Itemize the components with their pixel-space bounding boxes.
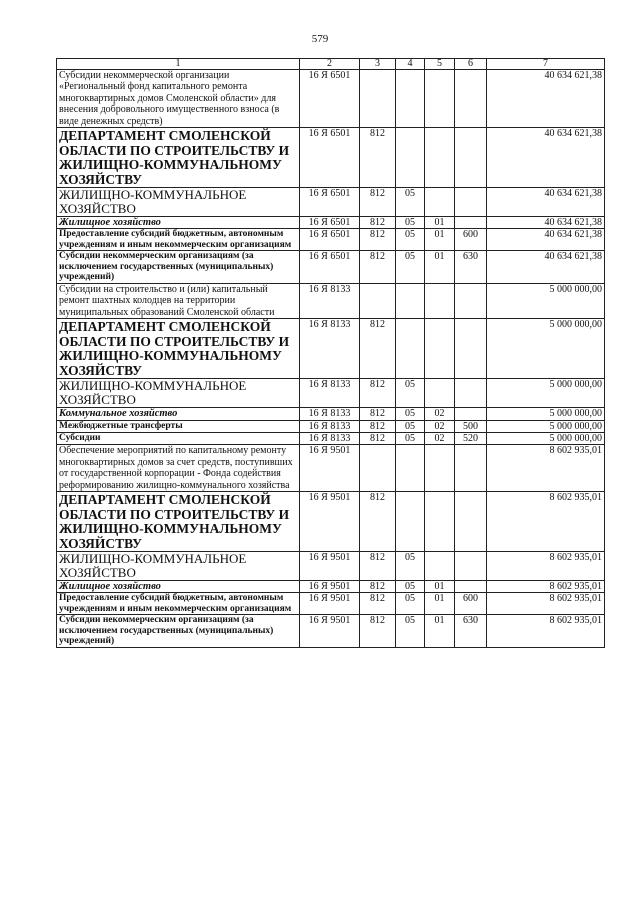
amount-cell: 40 634 621,38 xyxy=(487,188,605,217)
section-code-cell: 05 xyxy=(396,432,425,444)
target-article-cell: 16 Я 8133 xyxy=(300,319,360,379)
department-code-cell: 812 xyxy=(360,593,396,615)
target-article-cell: 16 Я 6501 xyxy=(300,251,360,284)
section-code-cell: 05 xyxy=(396,188,425,217)
target-article-cell: 16 Я 8133 xyxy=(300,408,360,420)
expense-type-cell xyxy=(455,188,487,217)
expense-type-cell xyxy=(455,492,487,552)
row-name-cell: ЖИЛИЩНО-КОММУНАЛЬНОЕ ХОЗЯЙСТВО xyxy=(57,552,300,581)
amount-cell: 5 000 000,00 xyxy=(487,408,605,420)
target-article-cell: 16 Я 9501 xyxy=(300,615,360,648)
table-row xyxy=(57,615,605,648)
subsection-code-cell: 02 xyxy=(425,432,455,444)
target-article-cell: 16 Я 9501 xyxy=(300,581,360,593)
column-header: 1 xyxy=(57,59,300,70)
row-name-cell: Субсидии на строительство и (или) капитальный ремонт шахтных колодцев на территории муниципальных образований Смоленской области xyxy=(57,283,300,318)
subsection-code-cell: 01 xyxy=(425,217,455,229)
table-row xyxy=(57,552,605,581)
target-article-cell: 16 Я 8133 xyxy=(300,283,360,318)
table-row xyxy=(57,593,605,615)
expense-type-cell: 520 xyxy=(455,432,487,444)
subsection-code-cell: 01 xyxy=(425,593,455,615)
expense-type-cell xyxy=(455,379,487,408)
expense-type-cell xyxy=(455,70,487,128)
subsection-code-cell xyxy=(425,283,455,318)
target-article-cell: 16 Я 8133 xyxy=(300,379,360,408)
table-row xyxy=(57,445,605,492)
department-code-cell: 812 xyxy=(360,217,396,229)
section-code-cell: 05 xyxy=(396,593,425,615)
column-header: 4 xyxy=(396,59,425,70)
amount-cell: 8 602 935,01 xyxy=(487,581,605,593)
subsection-code-cell: 02 xyxy=(425,420,455,432)
table-row xyxy=(57,432,605,444)
amount-cell: 40 634 621,38 xyxy=(487,70,605,128)
target-article-cell: 16 Я 9501 xyxy=(300,593,360,615)
section-code-cell xyxy=(396,128,425,188)
row-name-cell: Жилищное хозяйство xyxy=(57,581,300,593)
subsection-code-cell: 01 xyxy=(425,229,455,251)
department-code-cell: 812 xyxy=(360,188,396,217)
department-code-cell: 812 xyxy=(360,128,396,188)
section-code-cell: 05 xyxy=(396,581,425,593)
expense-type-cell xyxy=(455,552,487,581)
target-article-cell: 16 Я 6501 xyxy=(300,188,360,217)
department-code-cell xyxy=(360,70,396,128)
table-row xyxy=(57,420,605,432)
column-header: 2 xyxy=(300,59,360,70)
row-name-cell: Межбюджетные трансферты xyxy=(57,420,300,432)
expense-type-cell xyxy=(455,319,487,379)
row-name-cell: Предоставление субсидий бюджетным, автономным учреждениям и иным некоммерческим организациям xyxy=(57,593,300,615)
section-code-cell: 05 xyxy=(396,379,425,408)
subsection-code-cell: 01 xyxy=(425,615,455,648)
row-name-cell: Субсидии некоммерческой организации «Региональный фонд капитального ремонта многоквартирных домов Смоленской области» для внесения добровольного имущественного взноса (в виде денежных средств) xyxy=(57,70,300,128)
expense-type-cell xyxy=(455,217,487,229)
department-code-cell: 812 xyxy=(360,432,396,444)
target-article-cell: 16 Я 6501 xyxy=(300,217,360,229)
amount-cell: 5 000 000,00 xyxy=(487,432,605,444)
subsection-code-cell xyxy=(425,379,455,408)
table-row xyxy=(57,283,605,318)
row-name-cell: ДЕПАРТАМЕНТ СМОЛЕНСКОЙ ОБЛАСТИ ПО СТРОИТЕЛЬСТВУ И ЖИЛИЩНО-КОММУНАЛЬНОМУ ХОЗЯЙСТВУ xyxy=(57,492,300,552)
subsection-code-cell xyxy=(425,319,455,379)
section-code-cell: 05 xyxy=(396,251,425,284)
expense-type-cell xyxy=(455,128,487,188)
row-name-cell: Обеспечение мероприятий по капитальному ремонту многоквартирных домов за счет средств, поступивших от государственной корпорации - Фонда содействия реформированию жилищно-коммунального хозяйства xyxy=(57,445,300,492)
target-article-cell: 16 Я 6501 xyxy=(300,70,360,128)
subsection-code-cell: 01 xyxy=(425,581,455,593)
amount-cell: 5 000 000,00 xyxy=(487,283,605,318)
row-name-cell: Предоставление субсидий бюджетным, автономным учреждениям и иным некоммерческим организациям xyxy=(57,229,300,251)
subsection-code-cell xyxy=(425,552,455,581)
department-code-cell: 812 xyxy=(360,492,396,552)
row-name-cell: Субсидии некоммерческим организациям (за исключением государственных (муниципальных) учреждений) xyxy=(57,615,300,648)
department-code-cell: 812 xyxy=(360,420,396,432)
section-code-cell: 05 xyxy=(396,217,425,229)
amount-cell: 8 602 935,01 xyxy=(487,445,605,492)
table-row xyxy=(57,70,605,128)
amount-cell: 5 000 000,00 xyxy=(487,420,605,432)
amount-cell: 5 000 000,00 xyxy=(487,379,605,408)
amount-cell: 8 602 935,01 xyxy=(487,552,605,581)
target-article-cell: 16 Я 8133 xyxy=(300,432,360,444)
target-article-cell: 16 Я 9501 xyxy=(300,445,360,492)
section-code-cell xyxy=(396,70,425,128)
expense-type-cell: 600 xyxy=(455,229,487,251)
amount-cell: 40 634 621,38 xyxy=(487,251,605,284)
row-name-cell: Субсидии xyxy=(57,432,300,444)
row-name-cell: Коммунальное хозяйство xyxy=(57,408,300,420)
page-number: 579 xyxy=(311,33,329,45)
expense-type-cell xyxy=(455,581,487,593)
table-row xyxy=(57,408,605,420)
department-code-cell: 812 xyxy=(360,552,396,581)
row-name-cell: ДЕПАРТАМЕНТ СМОЛЕНСКОЙ ОБЛАСТИ ПО СТРОИТЕЛЬСТВУ И ЖИЛИЩНО-КОММУНАЛЬНОМУ ХОЗЯЙСТВУ xyxy=(57,319,300,379)
department-code-cell xyxy=(360,283,396,318)
section-code-cell: 05 xyxy=(396,615,425,648)
target-article-cell: 16 Я 9501 xyxy=(300,552,360,581)
expense-type-cell xyxy=(455,445,487,492)
department-code-cell: 812 xyxy=(360,408,396,420)
row-name-cell: Жилищное хозяйство xyxy=(57,217,300,229)
subsection-code-cell xyxy=(425,492,455,552)
subsection-code-cell xyxy=(425,445,455,492)
department-code-cell: 812 xyxy=(360,379,396,408)
table-row xyxy=(57,492,605,552)
amount-cell: 40 634 621,38 xyxy=(487,229,605,251)
subsection-code-cell xyxy=(425,128,455,188)
section-code-cell: 05 xyxy=(396,408,425,420)
subsection-code-cell xyxy=(425,188,455,217)
amount-cell: 5 000 000,00 xyxy=(487,319,605,379)
section-code-cell xyxy=(396,283,425,318)
expense-type-cell xyxy=(455,408,487,420)
column-header: 7 xyxy=(487,59,605,70)
section-code-cell: 05 xyxy=(396,420,425,432)
column-header: 3 xyxy=(360,59,396,70)
table-row xyxy=(57,319,605,379)
subsection-code-cell: 02 xyxy=(425,408,455,420)
row-name-cell: ЖИЛИЩНО-КОММУНАЛЬНОЕ ХОЗЯЙСТВО xyxy=(57,188,300,217)
row-name-cell: ЖИЛИЩНО-КОММУНАЛЬНОЕ ХОЗЯЙСТВО xyxy=(57,379,300,408)
subsection-code-cell xyxy=(425,70,455,128)
amount-cell: 40 634 621,38 xyxy=(487,217,605,229)
department-code-cell: 812 xyxy=(360,251,396,284)
table-row xyxy=(57,188,605,217)
department-code-cell: 812 xyxy=(360,615,396,648)
section-code-cell: 05 xyxy=(396,552,425,581)
section-code-cell: 05 xyxy=(396,229,425,251)
table-row xyxy=(57,229,605,251)
expense-type-cell xyxy=(455,283,487,318)
table-header-row xyxy=(57,59,605,70)
department-code-cell xyxy=(360,445,396,492)
target-article-cell: 16 Я 9501 xyxy=(300,492,360,552)
expense-type-cell: 600 xyxy=(455,593,487,615)
target-article-cell: 16 Я 6501 xyxy=(300,128,360,188)
amount-cell: 8 602 935,01 xyxy=(487,593,605,615)
department-code-cell: 812 xyxy=(360,229,396,251)
section-code-cell xyxy=(396,492,425,552)
subsection-code-cell: 01 xyxy=(425,251,455,284)
column-header: 6 xyxy=(455,59,487,70)
department-code-cell: 812 xyxy=(360,581,396,593)
expense-type-cell: 630 xyxy=(455,251,487,284)
row-name-cell: ДЕПАРТАМЕНТ СМОЛЕНСКОЙ ОБЛАСТИ ПО СТРОИТЕЛЬСТВУ И ЖИЛИЩНО-КОММУНАЛЬНОМУ ХОЗЯЙСТВУ xyxy=(57,128,300,188)
table-row xyxy=(57,251,605,284)
target-article-cell: 16 Я 8133 xyxy=(300,420,360,432)
row-name-cell: Субсидии некоммерческим организациям (за исключением государственных (муниципальных) учреждений) xyxy=(57,251,300,284)
target-article-cell: 16 Я 6501 xyxy=(300,229,360,251)
expense-type-cell: 630 xyxy=(455,615,487,648)
table-row xyxy=(57,128,605,188)
column-header: 5 xyxy=(425,59,455,70)
section-code-cell xyxy=(396,445,425,492)
table-row xyxy=(57,217,605,229)
amount-cell: 40 634 621,38 xyxy=(487,128,605,188)
expense-type-cell: 500 xyxy=(455,420,487,432)
table-row xyxy=(57,581,605,593)
amount-cell: 8 602 935,01 xyxy=(487,492,605,552)
amount-cell: 8 602 935,01 xyxy=(487,615,605,648)
department-code-cell: 812 xyxy=(360,319,396,379)
section-code-cell xyxy=(396,319,425,379)
budget-table xyxy=(56,58,605,648)
table-row xyxy=(57,379,605,408)
